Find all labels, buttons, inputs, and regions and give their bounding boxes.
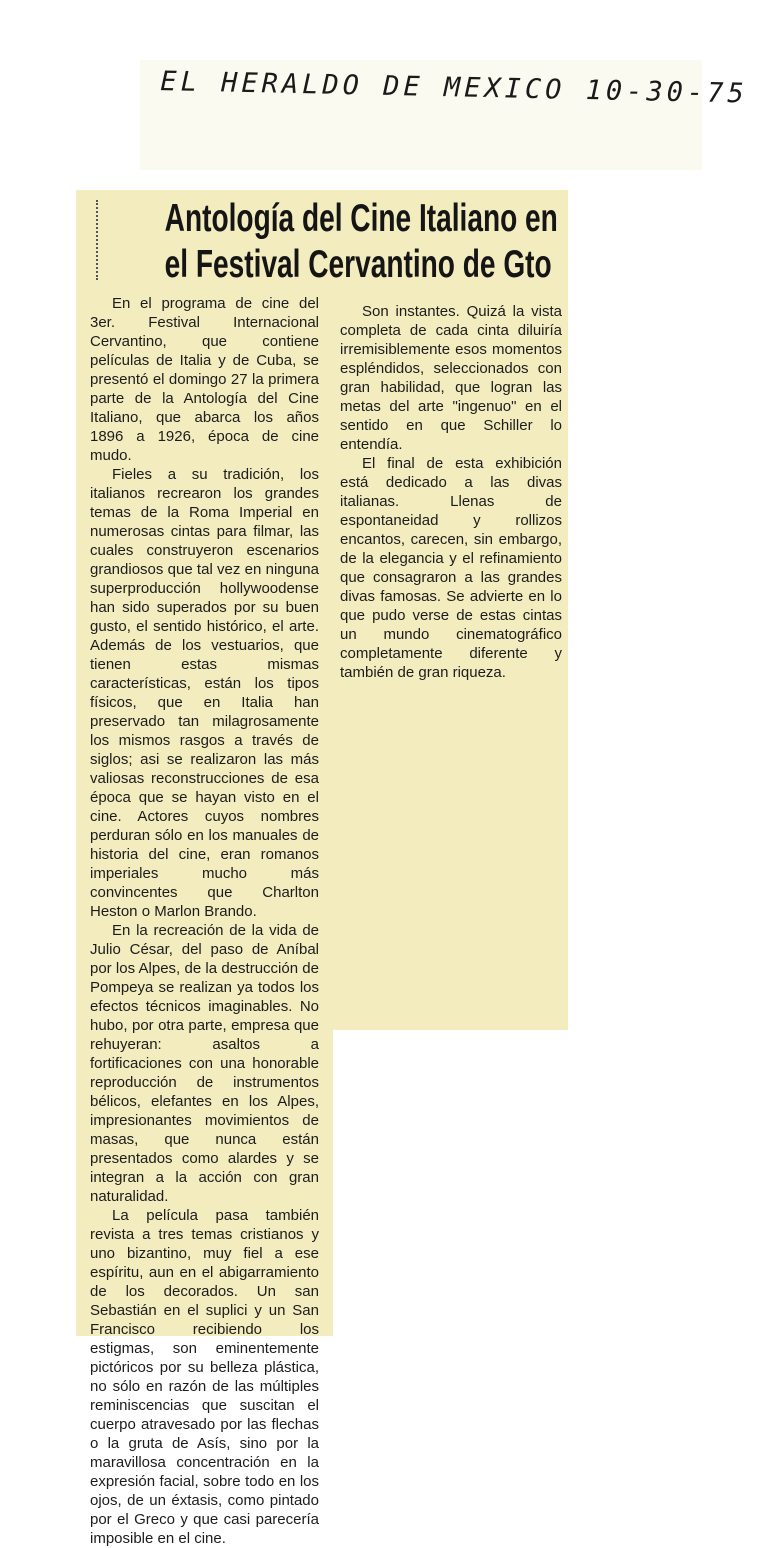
article-column-left xyxy=(90,294,319,1548)
paragraph-4: La película pasa también revista a tres temas cristianos y uno bizantino, muy fiel a ese espíritu, aun en el abigarramiento de los decorados. Un san Sebastián en el suplici y un San Francisco recibiendo los estigmas, son eminentemente pictóricos por su belleza plástica, no sólo en razón de las múltiples reminiscencias que suscitan el cuerpo atravesado por las flechas o la gruta de Asís, sino por la maravillosa concentración en la expresión facial, sobre todo en los ojos, de un éxtasis, como pintado por el Greco y que casi parecería imposible en el cine. xyxy=(90,1207,319,1547)
paragraph-5: Son instantes. Quizá la vista completa de cada cinta diluiría irremisiblemente esos momentos espléndidos, seleccionados con gran habilidad, que logran las metas del arte "ingenuo" en el sentido en que Schiller lo entendía. xyxy=(340,303,562,453)
margin-dotted-line xyxy=(96,200,100,280)
headline-line-1: Antología del Cine Italiano en xyxy=(164,197,558,240)
paragraph-3: En la recreación de la vida de Julio César, del paso de Aníbal por los Alpes, de la destrucción de Pompeya se realizan ya todos los efectos técnicos imaginables. No hubo, por otra parte, empresa que rehuyeran: asaltos a fortificaciones con una honorable reproducción de instrumentos bélicos, elefantes en los Alpes, impresionantes movimientos de masas, que nunca están presentados como alardes y se integran a la acción con gran naturalidad. xyxy=(90,922,319,1205)
handwritten-source-note: EL HERALDO DE MEXICO 10-30-75 xyxy=(160,66,748,110)
headline-line-2: el Festival Cervantino de Gto xyxy=(164,243,552,286)
paragraph-1: En el programa de cine del 3er. Festival Internacional Cervantino, que contiene películas de Italia y de Cuba, se presentó el domingo 27 la primera parte de la Antología del Cine Italiano, que abarca los años 1896 a 1926, época de cine mudo. xyxy=(90,295,319,464)
paragraph-2: Fieles a su tradición, los italianos recrearon los grandes temas de la Roma Imperial en numerosas cintas para filmar, las cuales construyeron escenarios grandiosos que tal vez en ninguna superproducción hollywoodense han sido superados por su buen gusto, el sentido histórico, el arte. Además de los vestuarios, que tienen estas mismas características, están los tipos físicos, que en Italia han preservado tan milagrosamente los mismos rasgos a través de siglos; asi se realizaron las más valiosas reconstrucciones de esa época que se hayan visto en el cine. Actores cuyos nombres perduran sólo en los manuales de historia del cine, eran romanos imperiales mucho más convincentes que Charlton Heston o Marlon Brando. xyxy=(90,466,319,920)
paragraph-6: El final de esta exhibición está dedicado a las divas italianas. Llenas de espontaneidad y rollizos encantos, carecen, sin embargo, de la elegancia y el refinamiento que consagraron a las grandes divas famosas. Se advierte en lo que pudo verse de estas cintas un mundo cinematográfico completamente diferente y también de gran riqueza. xyxy=(340,455,562,681)
article-column-right xyxy=(340,302,562,682)
article-headline xyxy=(164,196,558,288)
